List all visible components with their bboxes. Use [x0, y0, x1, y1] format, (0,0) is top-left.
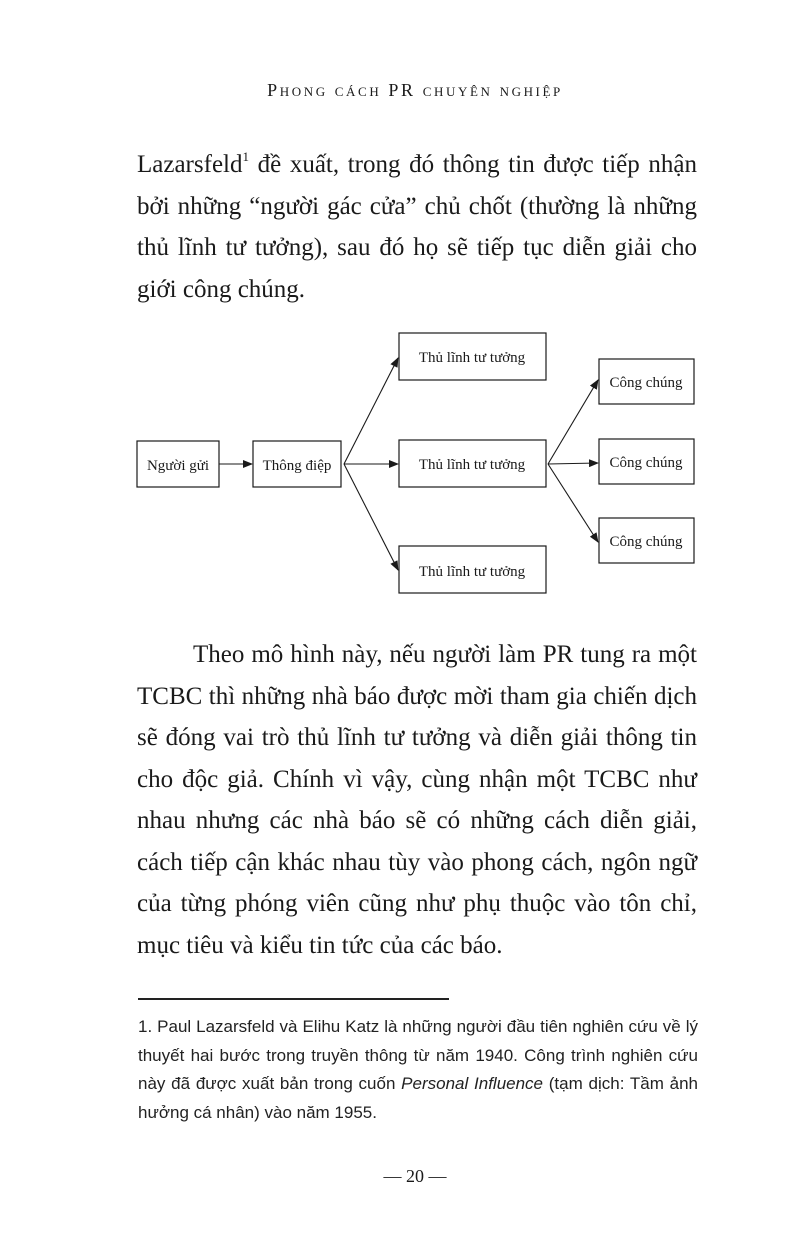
paragraph-intro-name: Lazarsfeld: [137, 151, 243, 178]
arrow-leader-to-public-bottom: [548, 464, 598, 542]
leader-label-top: Thủ lĩnh tư tưởng: [418, 350, 526, 366]
paragraph-body: Theo mô hình này, nếu người làm PR tung ra một TCBC thì những nhà báo được mời tham gia chiến dịch sẽ đóng vai trò thủ lĩnh tư tưởng và diễn giải thông tin cho độc giả. Chính vì vậy, cùng nhận một TCBC như nhau nhưng các nhà báo sẽ có những cách diễn giải, cách tiếp cận khác nhau tùy vào phong cách, ngôn ngữ của từng phóng viên cũng như phụ thuộc vào tôn chỉ, mục tiêu và kiểu tin tức của các báo.: [137, 641, 697, 959]
public-label-top: Công chúng: [609, 375, 683, 391]
two-step-flow-diagram: [0, 0, 800, 620]
footnote: [138, 1013, 698, 1127]
arrow-leader-to-public-middle: [548, 463, 598, 464]
footnote-book-title: Personal Influence: [401, 1074, 544, 1093]
message-label: Thông điệp: [262, 458, 332, 474]
page-number: — 20 —: [383, 1166, 447, 1186]
paragraph-intro-text: đề xuất, trong đó thông tin được tiếp nhận bởi những “người gác cửa” chủ chốt (thường là những thủ lĩnh tư tưởng), sau đó họ sẽ tiếp tục diễn giải cho giới công chúng.: [137, 151, 697, 303]
leader-label-bottom: Thủ lĩnh tư tưởng: [418, 564, 526, 580]
leader-label-middle: Thủ lĩnh tư tưởng: [418, 457, 526, 473]
arrow-message-to-leader-bottom: [344, 464, 398, 570]
footnote-divider: [138, 998, 449, 1000]
footnote-text-before: 1. Paul Lazarsfeld và Elihu Katz là những người đầu tiên nghiên cứu về lý thuyết hai bước trong truyền thông từ năm 1940. Công trình nghiên cứu này đã được xuất bản trong cuốn: [138, 1017, 698, 1093]
footnote-text-after: (tạm dịch: Tầm ảnh hưởng cá nhân) vào năm 1955.: [138, 1074, 698, 1122]
arrow-leader-to-public-top: [548, 380, 598, 464]
footnote-reference: 1: [242, 149, 249, 164]
arrow-message-to-leader-top: [344, 358, 398, 464]
sender-label: Người gửi: [146, 458, 210, 474]
public-label-middle: Công chúng: [609, 455, 683, 471]
running-header: Phong cách PR chuyên nghiệp: [267, 80, 563, 100]
public-label-bottom: Công chúng: [609, 534, 683, 550]
